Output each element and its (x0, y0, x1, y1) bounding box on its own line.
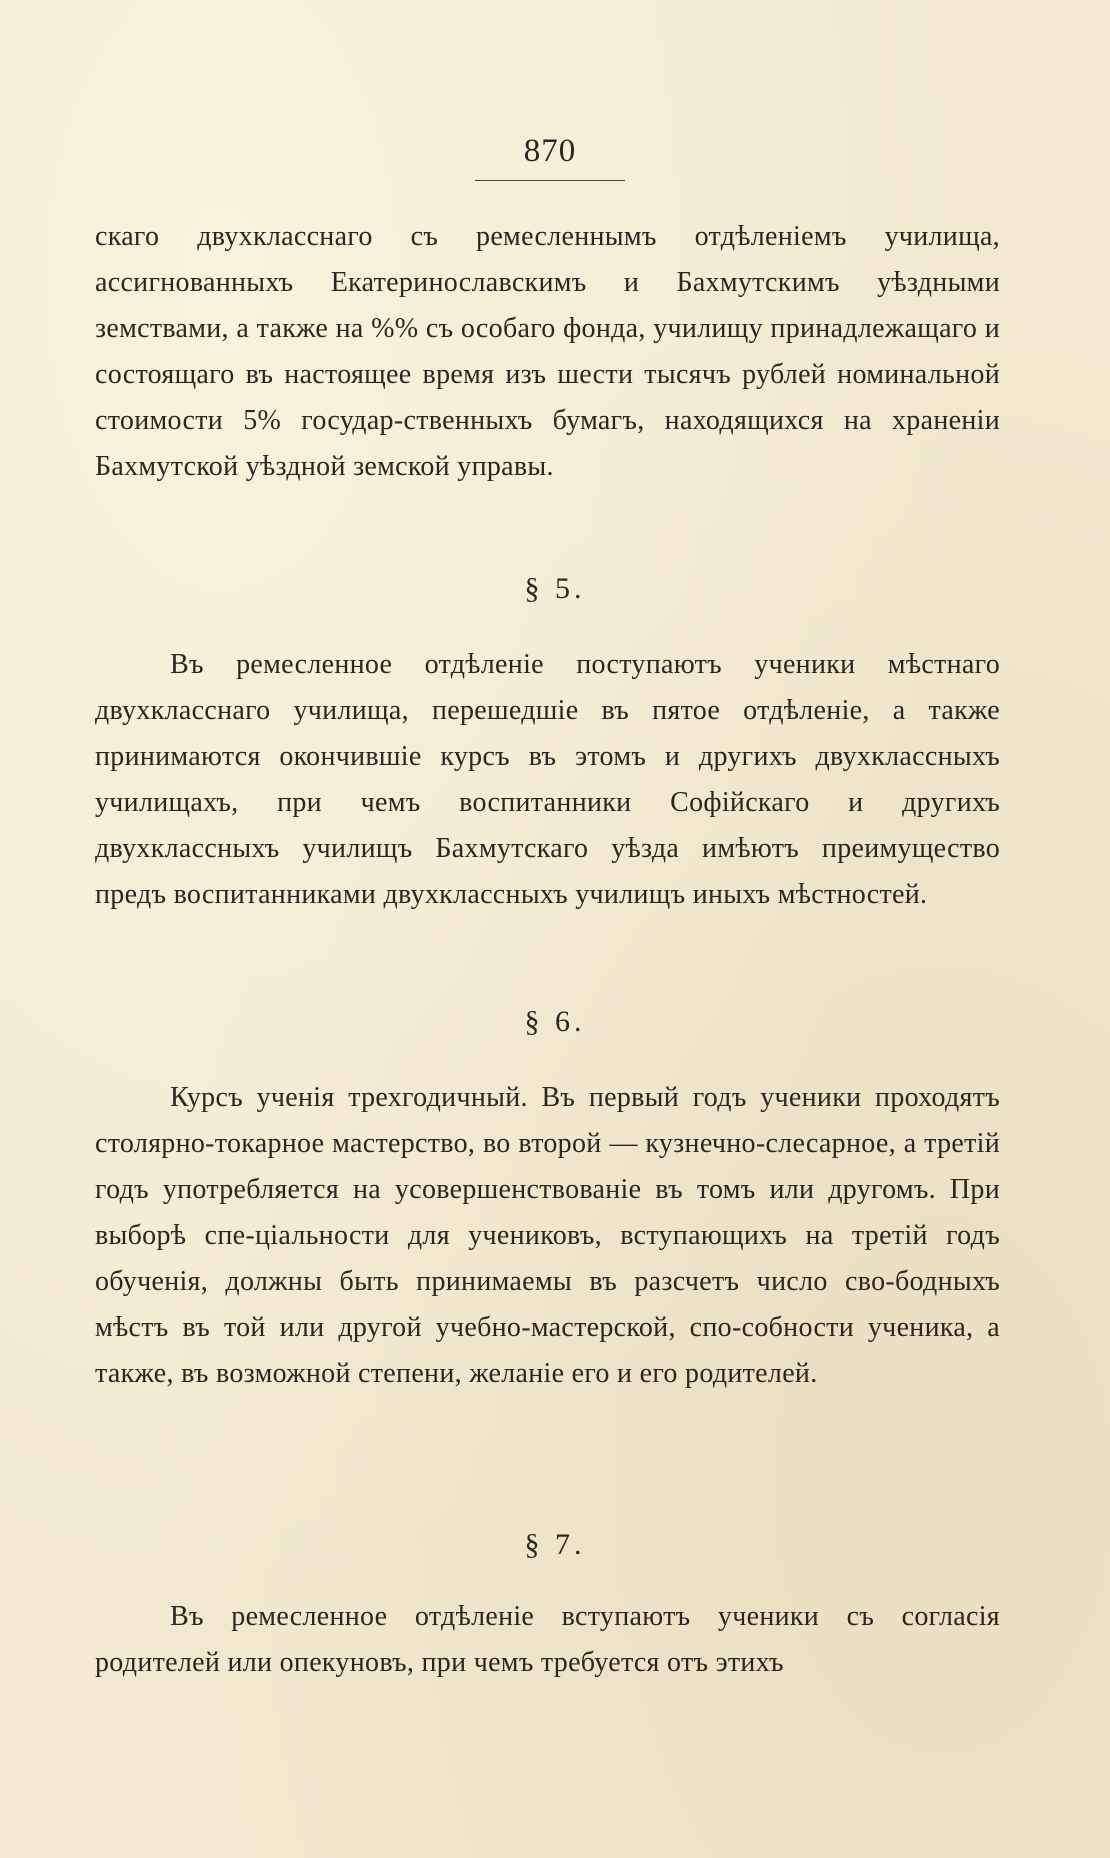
paragraph: скаго двухкласснаго съ ремесленнымъ отдѣленіемъ училища, ассигнованныхъ Екатеринославскимъ и Бахмутскимъ уѣздными земствами, а также на %% съ особаго фонда, училищу принадлежащаго и состоящаго въ настоящее время изъ шести тысячъ рублей номинальной стоимости 5% государ-ственныхъ бумагъ, находящихся на храненіи Бахмутской уѣздной земской управы. (95, 221, 1000, 482)
page-number: 870 (523, 133, 577, 169)
section-heading-6: § 6. (524, 1005, 586, 1038)
section-5-body (95, 642, 1000, 918)
continued-paragraph-block (95, 214, 1000, 490)
section-6-body (95, 1075, 1000, 1397)
section-heading-5: § 5. (524, 572, 586, 605)
section-heading-7: § 7. (524, 1528, 586, 1561)
paragraph: Курсъ ученія трехгодичный. Въ первый годъ ученики проходятъ столярно-токарное мастерство, во второй — кузнечно-слесарное, а третій годъ употребляется на усовершенствованіе въ томъ или другомъ. При выборѣ спе-ціальности для учениковъ, вступающихъ на третій годъ обученія, должны быть принимаемы въ разсчетъ число сво-бодныхъ мѣстъ въ той или другой учебно-мастерской, спо-собности ученика, а также, въ возможной степени, желаніе его и его родителей. (95, 1082, 1000, 1389)
paragraph: Въ ремесленное отдѣленіе поступаютъ ученики мѣстнаго двухкласснаго училища, перешедшіе въ пятое отдѣленіе, а также принимаются окончившіе курсъ въ этомъ и другихъ двухклассныхъ училищахъ, при чемъ воспитанники Софійскаго и другихъ двухклассныхъ училищъ Бахмутскаго уѣзда имѣютъ преимущество предъ воспитанниками двухклассныхъ училищъ иныхъ мѣстностей. (95, 649, 1000, 910)
section-7-body (95, 1594, 1000, 1686)
paragraph: Въ ремесленное отдѣленіе вступаютъ ученики съ согласія родителей или опекуновъ, при чемъ требуется отъ этихъ (95, 1601, 1000, 1678)
page-number-rule (475, 180, 625, 181)
